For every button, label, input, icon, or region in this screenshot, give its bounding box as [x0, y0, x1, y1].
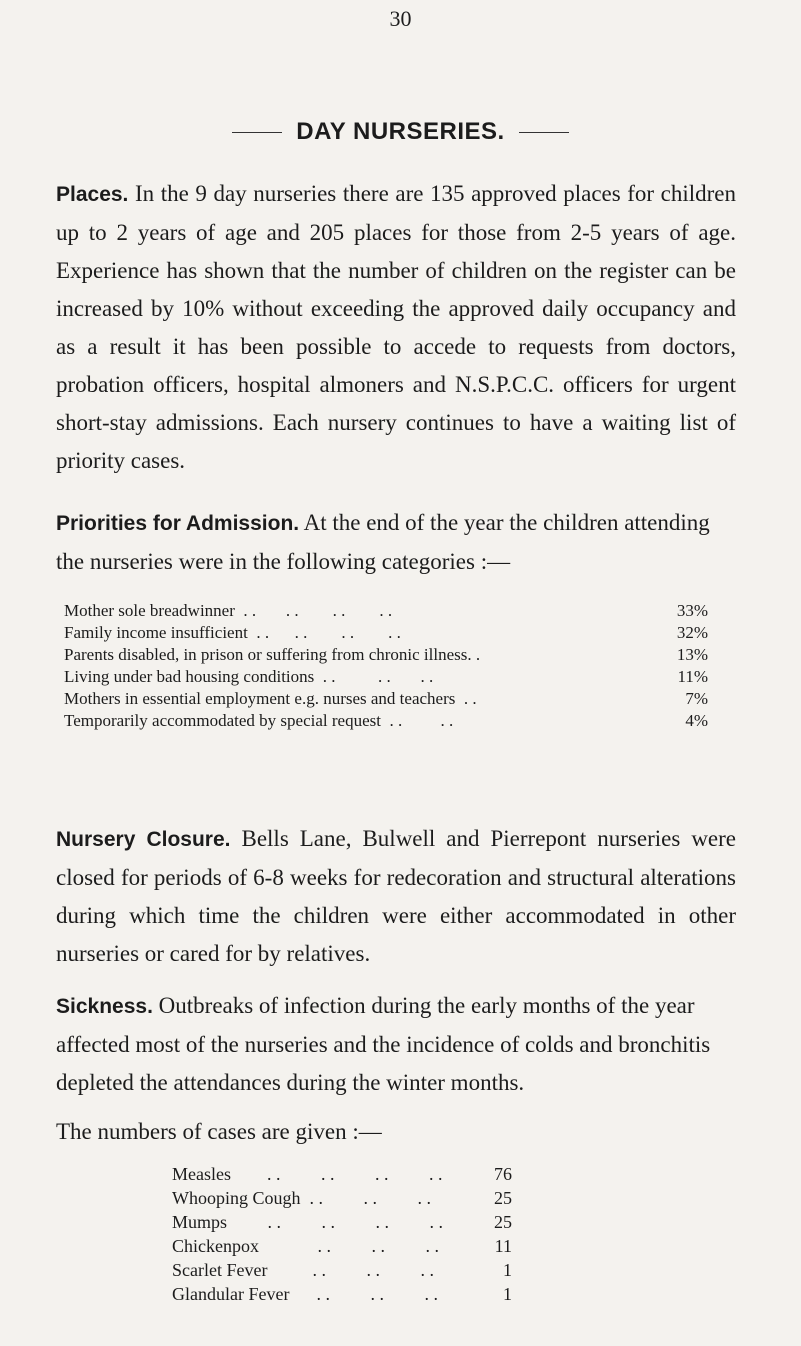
places-lead: Places. — [56, 183, 129, 206]
table-row — [172, 1162, 512, 1186]
sickness-text: Outbreaks of infection during the early months of the year affected most of the nurseries and the incidence of colds and bronchitis depleted the attendances during the winter months. — [56, 993, 711, 1095]
page-title-text: DAY NURSERIES. — [296, 118, 505, 145]
priorities-text: At the end of the year the children attending the nurseries were in the following categories :— — [56, 510, 710, 574]
category-label: Living under bad housing conditions . . . . . . — [64, 667, 434, 686]
case-count: 25 — [494, 1212, 512, 1232]
table-row — [172, 1210, 512, 1234]
closure-paragraph — [56, 820, 736, 973]
category-value: 4% — [685, 711, 708, 730]
category-label: Parents disabled, in prison or suffering from chronic illness. . — [64, 645, 481, 664]
case-count: 25 — [494, 1188, 512, 1208]
disease-label: Glandular Fever . . . . . . — [172, 1284, 438, 1304]
table-row — [64, 710, 708, 732]
table-row — [172, 1186, 512, 1210]
table-row — [64, 666, 708, 688]
category-label: Mother sole breadwinner . . . . . . . . — [64, 601, 393, 620]
table-row — [172, 1282, 512, 1306]
category-value: 32% — [676, 623, 708, 642]
case-count: 11 — [494, 1236, 512, 1256]
disease-label: Scarlet Fever . . . . . . — [172, 1260, 434, 1280]
sickness-paragraph — [56, 987, 736, 1102]
disease-label: Mumps . . . . . . . . — [172, 1212, 444, 1232]
case-count: 1 — [503, 1260, 512, 1280]
table-row — [64, 622, 708, 644]
category-label: Family income insufficient . . . . . . . . — [64, 623, 401, 642]
page-title — [0, 118, 801, 146]
disease-label: Whooping Cough . . . . . . — [172, 1188, 431, 1208]
cases-table — [172, 1162, 512, 1306]
priorities-paragraph — [56, 504, 736, 581]
closure-text: Bells Lane, Bulwell and Pierrepont nurseries were closed for periods of 6-8 weeks for redecoration and structural alterations during which time the children were either accommodated in other nurseries or cared for by relatives. — [56, 826, 737, 966]
table-row — [64, 644, 708, 666]
places-text: In the 9 day nurseries there are 135 approved places for children up to 2 years of age and 205 places for those from 2-5 years of age. Experience has shown that the number of children on the register can be increased by 10% without exceeding the approved daily occupancy and as a result it has been possible to accede to requests from doctors, probation officers, hospital almoners and N.S.P.C.C. officers for urgent short-stay admissions. Each nursery continues to have a waiting list of priority cases. — [56, 181, 736, 473]
disease-label: Chickenpox . . . . . . — [172, 1236, 439, 1256]
category-label: Temporarily accommodated by special request . . . . — [64, 711, 454, 730]
table-row — [64, 688, 708, 710]
category-value: 7% — [685, 689, 708, 708]
sickness-lead: Sickness. — [56, 995, 153, 1018]
places-paragraph — [56, 175, 736, 480]
case-count: 1 — [503, 1284, 512, 1304]
category-label: Mothers in essential employment e.g. nurses and teachers . . — [64, 689, 477, 708]
case-count: 76 — [494, 1164, 512, 1184]
category-value: 11% — [677, 667, 708, 686]
admission-categories-table — [64, 600, 708, 732]
priorities-lead: Priorities for Admission. — [56, 512, 300, 535]
closure-lead: Nursery Closure. — [56, 828, 231, 851]
cases-intro: The numbers of cases are given :— — [56, 1119, 382, 1144]
title-rule-right — [519, 132, 569, 133]
table-row — [64, 600, 708, 622]
title-rule-left — [232, 132, 282, 133]
category-value: 13% — [676, 645, 708, 664]
category-value: 33% — [676, 601, 708, 620]
table-row — [172, 1258, 512, 1282]
disease-label: Measles . . . . . . . . — [172, 1164, 443, 1184]
table-row — [172, 1234, 512, 1258]
page-number: 30 — [389, 6, 412, 31]
